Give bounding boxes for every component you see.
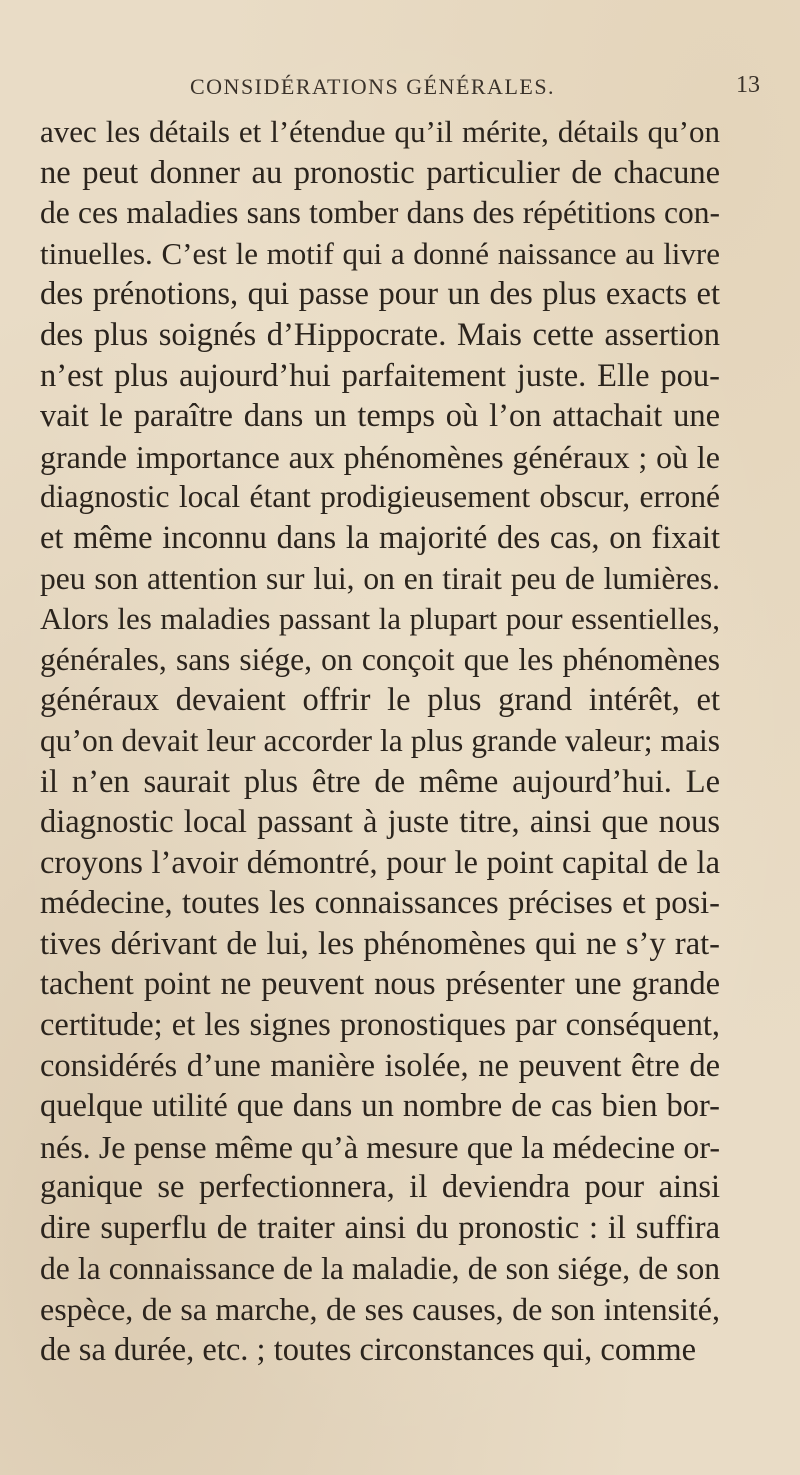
body-text — [40, 112, 720, 1370]
text-line: peu son attention sur lui, on en tirait peu de lumières. — [40, 560, 720, 596]
text-line: généraux devaient offrir le plus grand intérêt, et — [40, 682, 720, 719]
text-line: tives dérivant de lui, les phénomènes qui ne s’y rat- — [40, 925, 720, 962]
text-line: il n’en saurait plus être de même aujourd’hui. Le — [40, 763, 720, 800]
text-line: n’est plus aujourd’hui parfaitement juste. Elle pou- — [40, 357, 720, 394]
text-line: diagnostic local étant prodigieusement obscur, erroné — [40, 479, 720, 515]
text-line: de ces maladies sans tomber dans des répétitions con- — [40, 195, 720, 231]
text-line: de sa durée, etc. ; toutes circonstances qui, comme — [40, 1331, 697, 1368]
page-number: 13 — [736, 72, 760, 98]
text-line: médecine, toutes les connaissances précises et posi- — [40, 885, 720, 922]
text-line: vait le paraître dans un temps où l’on attachait une — [40, 398, 720, 435]
text-line: croyons l’avoir démontré, pour le point capital de la — [40, 844, 720, 881]
text-line: des plus soignés d’Hippocrate. Mais cette assertion — [40, 316, 720, 353]
text-line: Alors les maladies passant la plupart pour essentielles, — [40, 601, 720, 637]
text-line: espèce, de sa marche, de ses causes, de son intensité, — [40, 1291, 720, 1328]
text-line: nés. Je pense même qu’à mesure que la médecine or- — [40, 1128, 720, 1165]
text-line: quelque utilité que dans un nombre de cas bien bor- — [40, 1088, 720, 1125]
text-line: tinuelles. C’est le motif qui a donné naissance au livre — [40, 235, 720, 271]
text-line: des prénotions, qui passe pour un des plus exacts et — [40, 276, 720, 313]
text-line: ganique se perfectionnera, il deviendra pour ainsi — [40, 1169, 720, 1206]
text-line: générales, sans siége, on conçoit que les phénomènes — [40, 641, 720, 677]
text-line: tachent point ne peuvent nous présenter une grande — [40, 966, 720, 1003]
text-line: considérés d’une manière isolée, ne peuvent être de — [40, 1047, 720, 1084]
page-header — [190, 66, 760, 106]
text-line: dire superflu de traiter ainsi du pronostic : il suffira — [40, 1210, 720, 1247]
text-line: et même inconnu dans la majorité des cas, on fixait — [40, 519, 720, 556]
text-line: qu’on devait leur accorder la plus grande valeur; mais — [40, 722, 720, 758]
text-line: certitude; et les signes pronostiques par conséquent, — [40, 1007, 720, 1044]
text-line: diagnostic local passant à juste titre, ainsi que nous — [40, 804, 720, 841]
running-title: CONSIDÉRATIONS GÉNÉRALES. — [190, 74, 556, 99]
text-line: de la connaissance de la maladie, de son siége, de son — [40, 1250, 720, 1286]
text-line: avec les détails et l’étendue qu’il mérite, détails qu’on — [40, 114, 720, 149]
text-line: grande importance aux phénomènes généraux ; où le — [40, 438, 720, 475]
text-line: ne peut donner au pronostic particulier de chacune — [40, 154, 720, 191]
